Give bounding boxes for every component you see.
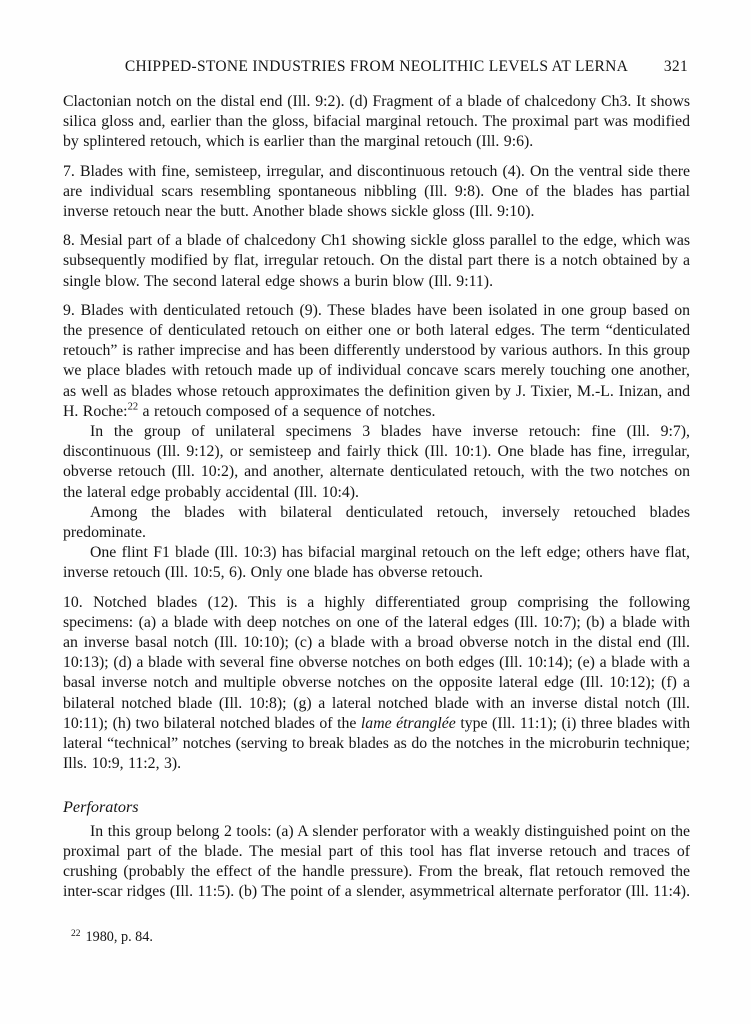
section-heading-perforators: Perforators	[63, 797, 139, 816]
running-head-title: CHIPPED-STONE INDUSTRIES FROM NEOLITHIC LEVELS AT LERNA	[124, 58, 629, 75]
paragraph-10-text-before: 10. Notched blades (12). This is a highly differentiated group comprising the following specimens: (a) a blade with deep notches on one of the lateral edges (Ill. 10:7); (b) a blade with an inverse basal notch (Ill. 10:10); (c) a blade with a broad obverse notch in the distal end (Ill. 10:13); (d) a blade with several fine obverse notches on both edges (Ill. 10:14); (e) a blade with a basal inverse notch and multiple obverse notches on the opposite lateral edge (Ill. 10:12); (f) a bilateral notched blade (Ill. 10:8); (g) a lateral notched blade with an inverse distal notch (Ill. 10:11); (h) two bilateral notched blades of the	[63, 593, 690, 732]
footnote-marker: 22	[71, 928, 81, 939]
paragraph-one-flint-blade: One flint F1 blade (Ill. 10:3) has bifacial marginal retouch on the left edge; others have flat, inverse retouch (Ill. 10:5, 6). Only one blade has obverse retouch.	[63, 544, 690, 582]
paragraph-10-text-after: type (Ill. 11:1); (i) three blades with lateral “technical” notches (serving to break blades as do the notches in the microburin technique; Ills. 10:9, 11:2, 3).	[63, 714, 690, 773]
paragraph-7-blades-fine-retouch: 7. Blades with fine, semisteep, irregular, and discontinuous retouch (4). On the ventral side there are individual scars resembling spontaneous nibbling (Ill. 9:8). One of the blades has partial inverse retouch near the butt. Another blade shows sickle gloss (Ill. 9:10).	[63, 162, 690, 221]
paragraph-9-denticulated-retouch	[63, 301, 690, 422]
footnote	[63, 928, 690, 946]
paragraph-bilateral-predominate: Among the blades with bilateral denticulated retouch, inversely retouched blades predominate.	[63, 503, 690, 542]
paragraph-clactonian-continuation: Clactonian notch on the distal end (Ill. 9:2). (d) Fragment of a blade of chalcedony Ch3. It shows silica gloss and, earlier than the gloss, bifacial marginal retouch. The proximal part was modified by splintered retouch, which is earlier than the marginal retouch (Ill. 9:6).	[63, 93, 690, 151]
paragraph-unilateral-specimens: In the group of unilateral specimens 3 blades have inverse retouch: fine (Ill. 9:7), discontinuous (Ill. 9:12), or semisteep and fairly thick (Ill. 10:1). One blade has fine, irregular, obverse retouch (Ill. 10:2), and another, alternate denticulated retouch, with the two notches on the lateral edge probably accidental (Ill. 10:4).	[63, 423, 690, 501]
running-head	[63, 58, 690, 76]
term-lame-etranglee: lame étranglée	[360, 714, 456, 732]
paragraph-9-text-after: a retouch composed of a sequence of notches.	[138, 402, 436, 420]
paragraph-10-notched-blades	[63, 593, 690, 775]
footnote-reference-22: 22	[127, 401, 139, 413]
page-number: 321	[663, 58, 688, 75]
body-text	[63, 92, 690, 902]
paragraph-9-text-before: 9. Blades with denticulated retouch (9). These blades have been isolated in one group based on the presence of denticulated retouch on either one or both lateral edges. The term “denticulated retouch” is rather imprecise and has been differently understood by various authors. In this group we place blades with retouch made up of individual concave scars merely touching one another, as well as blades whose retouch approximates the definition given by J. Tixier, M.-L. Inizan, and H. Roche:	[63, 301, 690, 420]
paragraph-8-mesial-blade: 8. Mesial part of a blade of chalcedony Ch1 showing sickle gloss parallel to the edge, which was subsequently modified by flat, irregular retouch. On the distal part there is a notch obtained by a single blow. The second lateral edge shows a burin blow (Ill. 9:11).	[63, 232, 690, 290]
footnote-text: 1980, p. 84.	[85, 929, 153, 946]
paragraph-perforators-tools: In this group belong 2 tools: (a) A slender perforator with a weakly distinguished point on the proximal part of the blade. The mesial part of this tool has flat inverse retouch and traces of crushing (probably the effect of the handle pressure). From the break, flat retouch removed the inter-scar ridges (Ill. 11:5). (b) The point of a slender, asymmetrical alternate perforator (Ill. 11:4).	[63, 822, 691, 901]
